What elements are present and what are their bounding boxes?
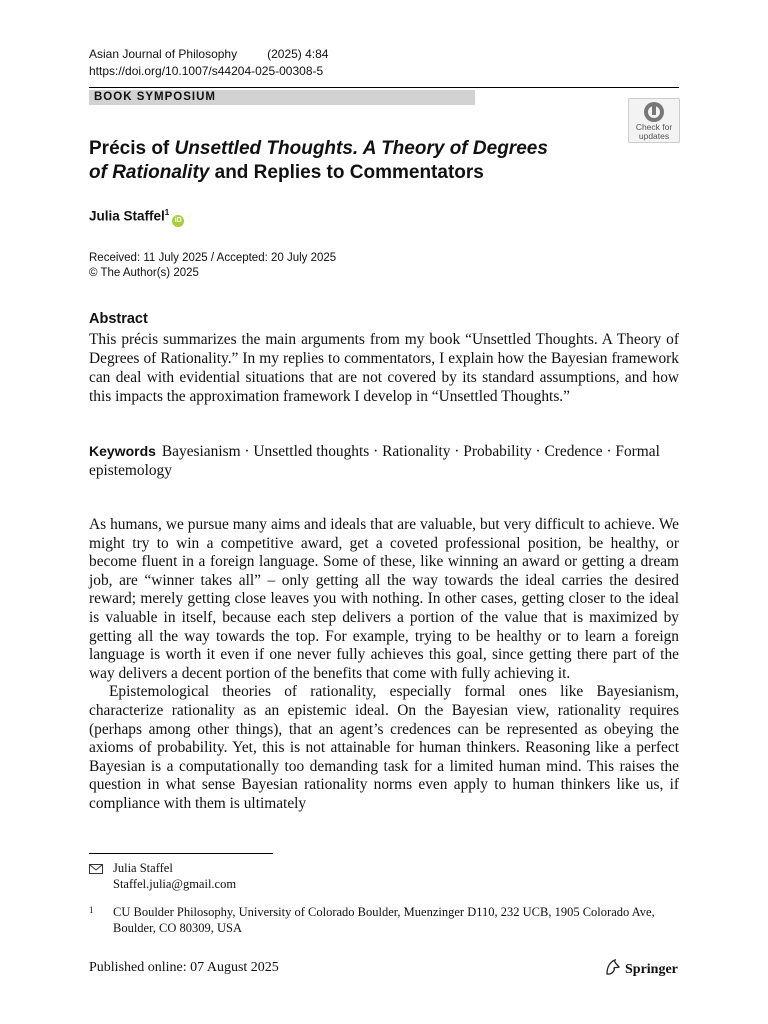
affiliation-footnote: [89, 905, 679, 936]
keywords-list: Bayesianism · Unsettled thoughts · Rationality · Probability · Credence · Formal epistemology: [89, 443, 660, 479]
springer-logo[interactable]: [604, 958, 678, 978]
author-line: [89, 208, 184, 227]
keywords: [89, 442, 679, 480]
journal-volume: (2025) 4:84: [267, 47, 329, 61]
body-text: [89, 516, 679, 814]
publisher-name: Springer: [625, 962, 678, 977]
title-part1: Précis of: [89, 138, 175, 159]
affiliation-text: CU Boulder Philosophy, University of Colorado Boulder, Muenzinger D110, 232 UCB, 1905 Colorado Ave, Boulder, CO 80309, USA: [113, 905, 655, 935]
springer-horse-icon: [604, 958, 622, 976]
keywords-label: Keywords: [89, 443, 156, 459]
contact-info: [89, 861, 236, 892]
abstract-text: This précis summarizes the main arguments from my book “Unsettled Thoughts. A Theory of Degrees of Rationality.” In my replies to commentators, I explain how the Bayesian framework can deal with evidential situations that are not covered by its standard assumptions, and how this impacts the approximation framework I develop in “Unsettled Thoughts.”: [89, 331, 679, 405]
orcid-icon[interactable]: iD: [172, 215, 184, 227]
journal-name: Asian Journal of Philosophy: [89, 47, 238, 61]
check-updates-icon: [643, 101, 665, 123]
mail-icon: [89, 864, 103, 874]
section-bar: [89, 90, 475, 105]
section-label: BOOK SYMPOSIUM: [94, 91, 216, 103]
copyright: © The Author(s) 2025: [89, 267, 199, 279]
article-title: [89, 137, 569, 185]
contact-name: Julia Staffel: [113, 861, 173, 875]
author-affil-mark: 1: [164, 208, 170, 217]
received-accepted: Received: 11 July 2025 / Accepted: 20 July 2025: [89, 252, 337, 264]
title-italic: Unsettled Thoughts. A Theory of Degrees of Rationality: [89, 138, 548, 183]
author-name[interactable]: Julia Staffel: [89, 208, 165, 224]
published-date: Published online: 07 August 2025: [89, 960, 279, 975]
doi-link[interactable]: https://doi.org/10.1007/s44204-025-00308-5: [89, 64, 324, 78]
footnote-rule: [89, 853, 273, 854]
abstract-heading: Abstract: [89, 311, 148, 327]
affiliation-number: 1: [89, 905, 94, 915]
title-part2: and Replies to Commentators: [209, 162, 484, 183]
paragraph-2: Epistemological theories of rationality, especially formal ones like Bayesianism, characterize rationality as an epistemic ideal. On the Bayesian view, rationality requires (perhaps among other things), that an agent’s credences can be represented as obeying the axioms of probability. Yet, this is not attainable for human thinkers. Reasoning like a perfect Bayesian is a computationally too demanding task for a limited human mind. This raises the question in what sense Bayesian rationality norms even apply to human thinkers like us, if compliance with them is ultimately: [89, 683, 679, 812]
article-dates: [89, 251, 336, 281]
check-updates-label: Check for updates: [635, 122, 673, 141]
paragraph-1: As humans, we pursue many aims and ideals that are valuable, but very difficult to achieve. We might try to win a competitive award, get a coveted professional position, be healthy, or become fluent in a foreign language. Some of these, like winning an award or getting a dream job, are “winner takes all” – only getting all the way towards the ideal carries the desired reward; merely getting close leaves you with nothing. In other cases, getting closer to the ideal is valuable in itself, because each step delivers a portion of the value that is maximized by getting all the way towards the top. For example, trying to be healthy or to learn a foreign language is worth it even if one never fully achieves this goal, since getting there part of the way delivers a decent portion of the benefits that come with fully achieving it.: [89, 516, 679, 682]
check-for-updates-badge[interactable]: [628, 98, 680, 143]
header-rule: [89, 87, 679, 88]
contact-email[interactable]: Staffel.julia@gmail.com: [113, 876, 237, 891]
journal-citation: [89, 47, 328, 61]
